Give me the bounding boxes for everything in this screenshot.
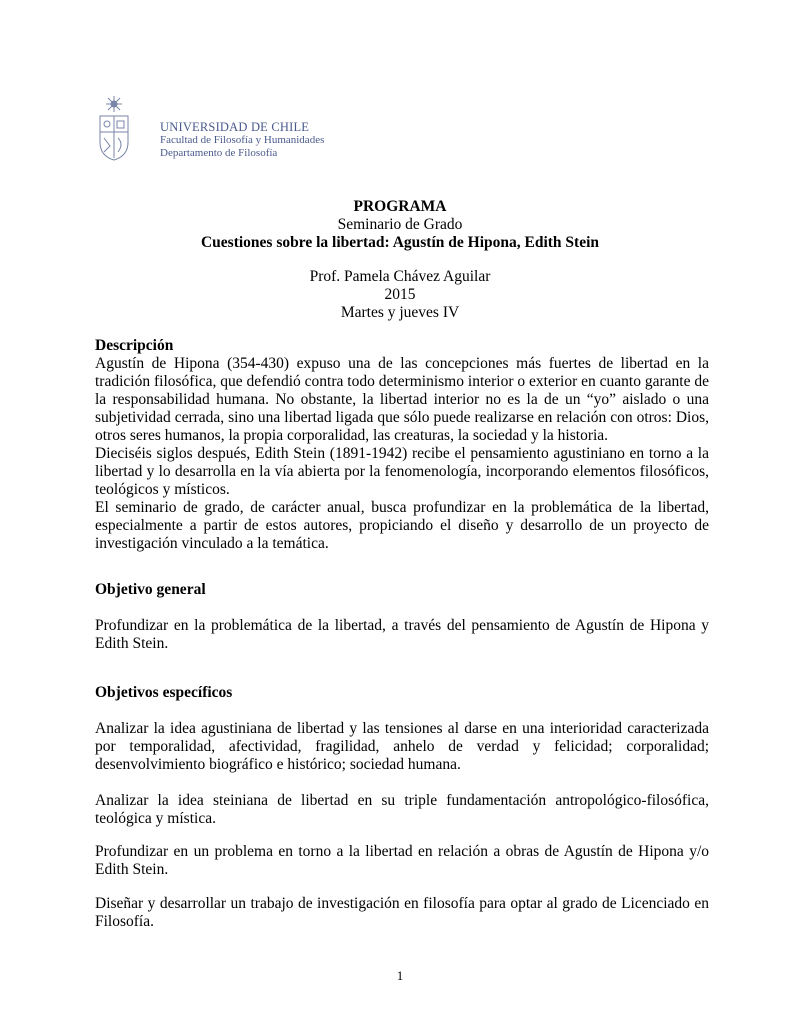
descripcion-paragraph-1: Agustín de Hipona (354-430) expuso una de las concepciones más fuertes de libertad en la tradición filosófica, que defendió contra todo determinismo interior o exterior en cuanto garante de la responsabilidad humana. No obstante, la libertad interior no es la de un “yo” aislado o una subjetividad cerrada, sino una libertad ligada que sólo puede realizarse en relación con otros: Dios, otros seres humanos, la propia corporalidad, las creaturas, la sociedad y la historia.: [95, 355, 709, 444]
descripcion-body: [95, 355, 709, 553]
letterhead: [160, 121, 324, 160]
schedule: Martes y jueves IV: [340, 304, 460, 321]
page-number: 1: [396, 968, 404, 983]
university-name: UNIVERSIDAD DE CHILE: [160, 120, 310, 134]
department-name: Departamento de Filosofía: [160, 147, 278, 159]
objetivo-especifico-1: Analizar la idea agustiniana de libertad y las tensiones al darse en una interioridad caracterizada por temporalidad, afectividad, fragilidad, anhelo de verdad y felicidad; corporalidad; desenvolvimiento biográfico e histórico; sociedad humana.: [95, 720, 709, 773]
descripcion-paragraph-2: Dieciséis siglos después, Edith Stein (1891-1942) recibe el pensamiento agustiniano en torno a la libertad y lo desarrolla en la vía abierta por la fenomenología, incorporando elementos filosóficos, teológicos y místicos.: [95, 445, 709, 498]
objetivo-especifico-2: Analizar la idea steiniana de libertad en su triple fundamentación antropológico-filosófica, teológica y mística.: [95, 792, 709, 827]
faculty-name: Facultad de Filosofía y Humanidades: [160, 134, 325, 146]
descripcion-paragraph-3: El seminario de grado, de carácter anual, busca profundizar en la problemática de la libertad, especialmente a partir de estos autores, propiciando el diseño y desarrollo de un proyecto de investigación vinculado a la temática.: [95, 499, 709, 552]
course-title: Cuestiones sobre la libertad: Agustín de Hipona, Edith Stein: [200, 234, 600, 251]
objetivo-general-heading: Objetivo general: [95, 581, 206, 598]
doc-type: PROGRAMA: [353, 198, 447, 215]
university-crest-icon: [94, 94, 134, 164]
year: 2015: [384, 286, 416, 303]
objetivo-general-text: Profundizar en la problemática de la libertad, a través del pensamiento de Agustín de Hipona y Edith Stein.: [95, 617, 709, 652]
objetivo-especifico-3: Profundizar en un problema en torno a la libertad en relación a obras de Agustín de Hipona y/o Edith Stein.: [95, 843, 709, 878]
descripcion-heading: Descripción: [95, 337, 174, 354]
professor: Prof. Pamela Chávez Aguilar: [309, 268, 491, 285]
course-type: Seminario de Grado: [337, 216, 463, 233]
objetivos-especificos-heading: Objetivos específicos: [95, 684, 233, 701]
objetivo-especifico-4: Diseñar y desarrollar un trabajo de investigación en filosofía para optar al grado de Licenciado en Filosofía.: [95, 895, 709, 930]
